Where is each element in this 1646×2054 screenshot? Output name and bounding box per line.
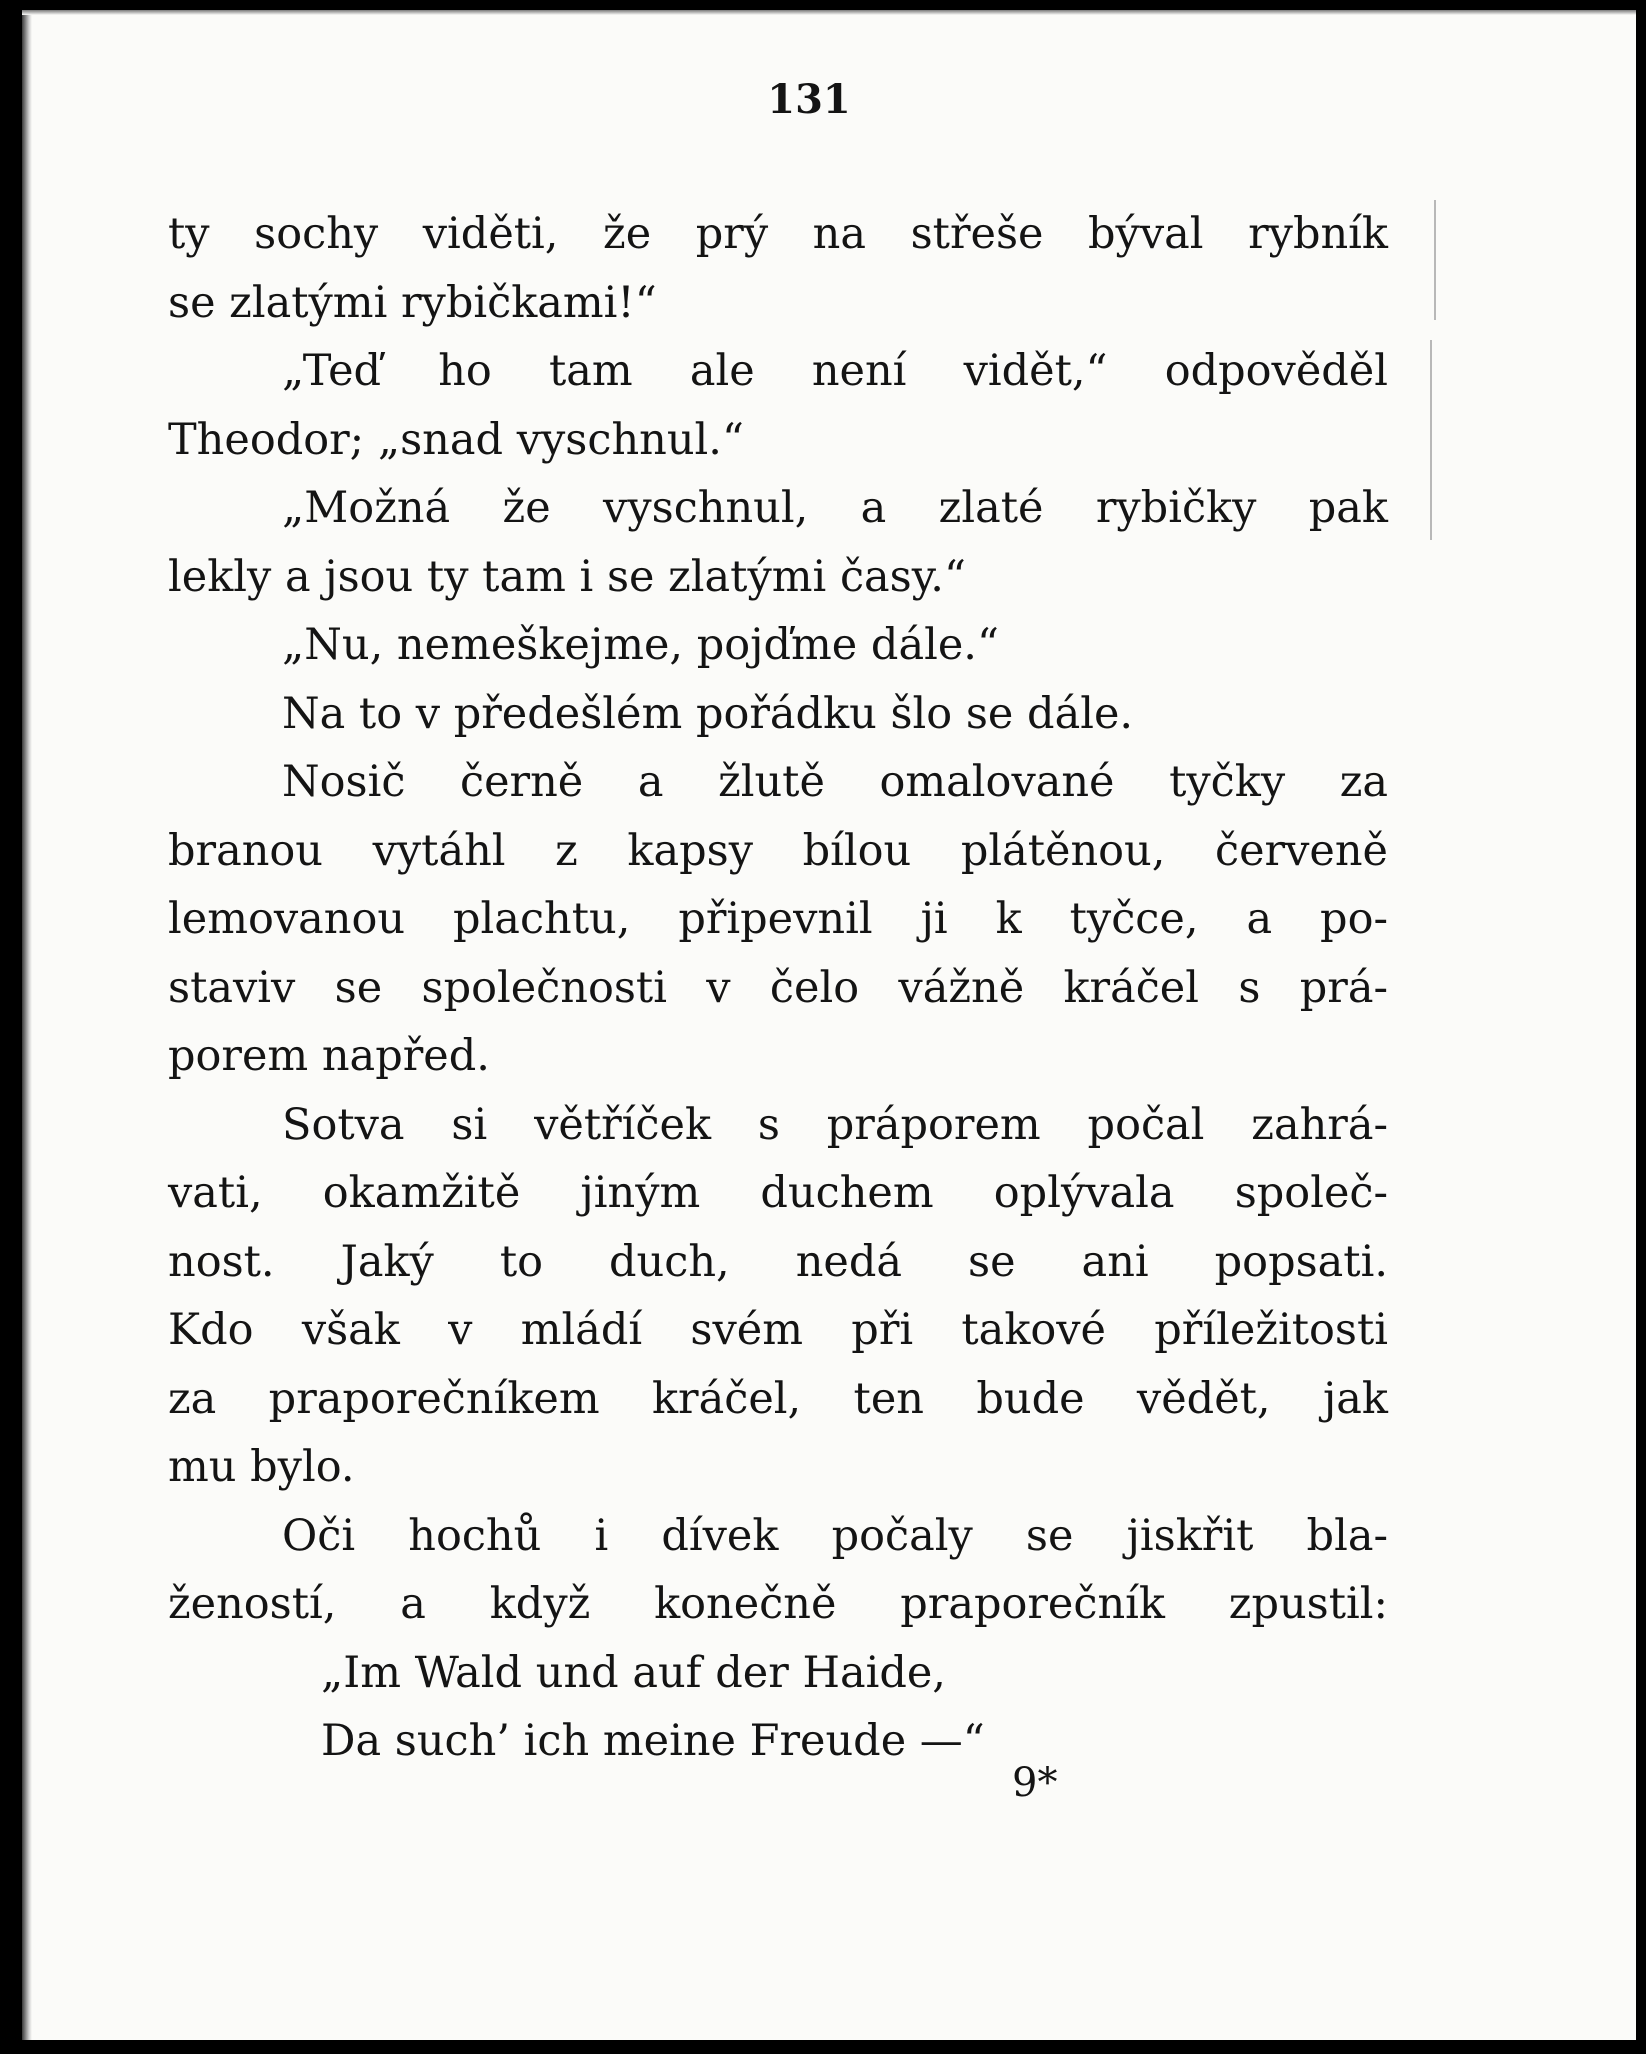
scan-mark (1434, 200, 1436, 320)
text-line: se zlatými rybičkami!“ (168, 277, 657, 328)
signature-mark: 9* (1012, 1760, 1058, 1806)
text-line: vati, okamžitě jiným duchem oplývala společ- (168, 1168, 1388, 1218)
text-line: ty sochy viděti, že prý na střeše býval rybník (168, 209, 1388, 259)
text-line: porem napřed. (168, 1031, 490, 1081)
text-line: Theodor; „snad vyschnul.“ (168, 414, 744, 465)
text-line: lekly a jsou ty tam i se zlatými časy.“ (168, 551, 966, 602)
text-line: lemovanou plachtu, připevnil ji k tyčce, a po- (168, 894, 1388, 944)
text-line: Na to v předešlém pořádku šlo se dále. (282, 688, 1134, 739)
text-line: nost. Jaký to duch, nedá se ani popsati. (168, 1236, 1388, 1287)
text-line: za praporečníkem kráčel, ten bude vědět, jak (168, 1373, 1388, 1424)
text-line: mu bylo. (168, 1442, 355, 1492)
text-line: staviv se společnosti v čelo vážně kráčel s prá- (168, 962, 1388, 1013)
text-line: „Teď ho tam ale není vidět,“ odpověděl (282, 346, 1388, 396)
text-line: „Možná že vyschnul, a zlaté rybičky pak (282, 483, 1388, 533)
text-line: Oči hochů i dívek počaly se jiskřit bla- (282, 1510, 1388, 1561)
body-text (168, 200, 1388, 1776)
scan-edge-left (22, 10, 32, 2040)
text-line: „Im Wald und auf der Haide, (321, 1647, 946, 1698)
text-line: „Nu, nemeškejme, pojďme dále.“ (282, 620, 999, 670)
text-line: Da such’ ich meine Freude —“ (321, 1716, 985, 1766)
text-line: Nosič černě a žlutě omalované tyčky za (282, 757, 1388, 807)
text-line: branou vytáhl z kapsy bílou plátěnou, červeně (168, 825, 1388, 876)
text-line: Kdo však v mládí svém při takové příležitosti (168, 1305, 1388, 1355)
book-page (22, 10, 1636, 2040)
page-number: 131 (767, 76, 851, 123)
scan-mark (1430, 340, 1432, 540)
text-line: žeností, a když konečně praporečník zpustil: (168, 1579, 1388, 1629)
scan-edge-top (22, 10, 1636, 15)
text-line: Sotva si větříček s práporem počal zahrá- (282, 1099, 1388, 1150)
